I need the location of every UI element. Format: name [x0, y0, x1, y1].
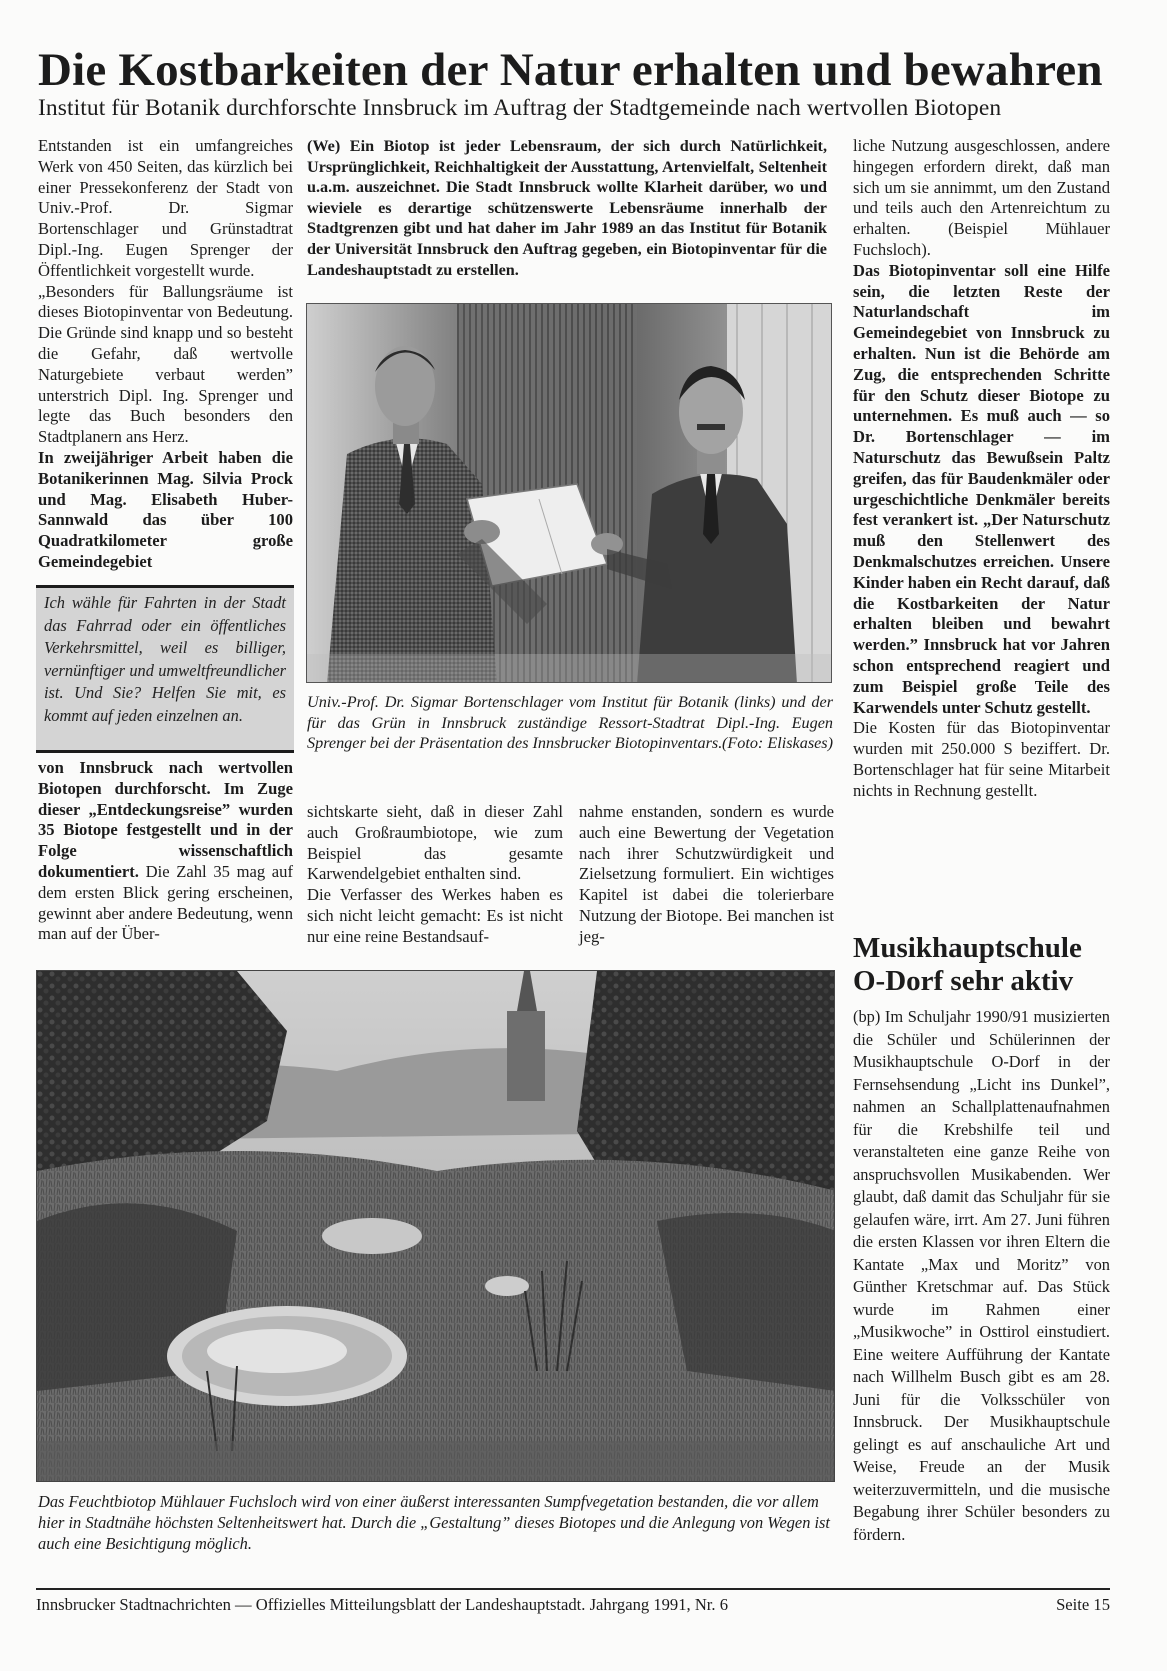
wetland-photo	[36, 970, 835, 1482]
page-footer	[36, 1594, 1110, 1616]
column-right	[853, 136, 1110, 802]
publication-name: Innsbrucker Stadtnachrichten — Offizielles Mitteilungsblatt der Landeshauptstadt. Jahrgang 1991, Nr. 6	[36, 1595, 729, 1614]
side-article-body: (bp) Im Schuljahr 1990/91 musizierten die Schüler und Schülerinnen der Musikhauptschule O-Dorf in der Fernsehsendung „Licht ins Dunkel”, nahmen an Schallplattenaufnahmen für die Krebshilfe teil und veranstalteten eine ganze Reihe von anspruchsvollen Musikabenden. Wer glaubt, daß damit das Schuljahr für sie gelaufen wäre, irrt. Am 27. Juni führen die ersten Klassen vor ihren Eltern die Kantate „Max und Moritz” von Günther Kretschmar auf. Das Stück wurde im Rahmen einer „Musikwoche” in Osttirol einstudiert. Eine weitere Aufführung der Kantate nach Willhelm Busch gibt es am 28. Juni für die Volksschüler von Innsbruck. Der Musikhauptschule gelingt es auf anschauliche Art und Weise, Freude an der Musik weiterzuvermitteln, und die musische Begabung ihrer Schüler besonders zu fördern.	[853, 1007, 1110, 1544]
quote-box: Ich wähle für Fahrten in der Stadt das Fahrrad oder ein öffentliches Verkehrsmittel, weil es billiger, vernünftiger und umweltfreundlicher ist. Und Sie? Helfen Sie mit, es kommt auf jeden einzelnen an.	[36, 585, 294, 753]
presentation-photo-image	[307, 304, 832, 683]
column-middle-1: sichtskarte sieht, daß in dieser Zahl auch Großraumbiotope, wie zum Beispiel das gesamte Karwendelgebiet enthalten sind. Die Verfasser des Werkes haben es sich nicht leicht gemacht: Es ist nicht nur eine reine Bestandsauf-	[307, 802, 563, 946]
paragraph: Entstanden ist ein umfangreiches Werk von 450 Seiten, das kürzlich bei einer Pressekonferenz der Stadt von Univ.-Prof. Dr. Sigmar Bortenschlager und Grünstadtrat Dipl.-Ing. Eugen Sprenger der Öffentlichkeit vorgestellt wurde.	[38, 136, 293, 280]
footer-divider	[36, 1588, 1110, 1590]
paragraph-bold: von Innsbruck nach wertvollen Biotopen durchforscht. Im Zuge dieser „Entdeckungsreise” wurden 35 Biotope festgestellt und in der Folge wissenschaftlich dokumentiert.	[38, 758, 293, 881]
column-middle-2: nahme enstanden, sondern es wurde auch eine Bewertung der Vegetation nach ihrer Schutzwürdigkeit und Zielsetzung formuliert. Ein wichtiges Kapitel ist dabei die tolerierbare Nutzung der Biotope. Bei manchen ist jeg-	[579, 802, 834, 946]
page-number: Seite 15	[1056, 1595, 1110, 1614]
headline: Die Kostbarkeiten der Natur erhalten und bewahren	[38, 44, 1103, 96]
intro-paragraph: (We) Ein Biotop ist jeder Lebensraum, der sich durch Natürlichkeit, Ursprünglichkeit, Reichhaltigkeit der Ausstattung, Artenvielfalt, Seltenheit u.a.m. auszeichnet. Die Stadt Innsbruck wollte Klarheit darüber, wo und wieviele es derartige schützenswerte Lebensräume innerhalb der Stadtgrenzen gibt und hat daher im Jahr 1989 an das Institut für Botanik der Universität Innsbruck den Auftrag gegeben, ein Biotopinventar für die Landeshauptstadt zu erstellen.	[307, 137, 827, 279]
paragraph: Die Kosten für das Biotopinventar wurden mit 250.000 S beziffert. Dr. Bortenschlager hat für seine Mitarbeit nichts in Rechnung gestellt.	[853, 718, 1110, 800]
photo-credit: (Foto: Eliskases)	[721, 734, 833, 753]
wetland-photo-image	[37, 971, 835, 1482]
presentation-photo	[306, 303, 832, 683]
paragraph: Die Zahl 35 mag auf dem ersten Blick gering erscheinen, gewinnt aber andere Bedeutung, wenn man auf der Über-	[38, 861, 293, 944]
side-article-title: Musikhauptschule O-Dorf sehr aktiv	[853, 932, 1082, 997]
paragraph: In zweijähriger Arbeit haben die Botanikerinnen Mag. Silvia Prock und Mag. Elisabeth Huber-Sannwald das über 100 Quadratkilometer große Gemeindegebiet	[38, 447, 293, 571]
caption-text: Univ.-Prof. Dr. Sigmar Bortenschlager vom Institut für Botanik (links) und der für das Grün in Innsbruck zuständige Ressort-Stadtrat Dipl.-Ing. Eugen Sprenger bei der Präsentation des Innsbrucker Biotopinventars.	[307, 693, 833, 753]
presentation-photo-caption	[307, 692, 833, 754]
subheadline: Institut für Botanik durchforschte Innsbruck im Auftrag der Stadtgemeinde nach wertvollen Biotopen	[38, 95, 1002, 121]
paragraph: „Besonders für Ballungsräume ist dieses Biotopinventar von Bedeutung. Die Gründe sind knapp und so besteht die Gefahr, daß wertvolle Naturgebiete verbaut werden” unterstrich Dipl. Ing. Sprenger und legte das Buch besonders den Stadtplanern ans Herz.	[38, 281, 293, 447]
column-left-lower	[38, 758, 293, 945]
paragraph-bold: Das Biotopinventar soll eine Hilfe sein, die letzten Reste der Naturlandschaft im Gemeindegebiet von Innsbruck zu erhalten. Nun ist die Behörde am Zug, die entsprechenden Schritte für den Schutz dieser Biotope zu unternehmen. Es muß auch — so Dr. Bortenschlager — im Naturschutz das Bewußsein Paltz greifen, das für Baudenkmäler oder urgeschichtliche Denkmäler bereits fest verankert ist. „Der Naturschutz muß den Stellenwert des Denkmalschutzes erreichen. Unsere Kinder haben ein Recht darauf, daß die Kostbarkeiten der Natur erhalten bleiben und bewahrt werden.” Innsbruck hat vor Jahren schon entsprechend reagiert und zum Beispiel große Teile des Karwendels unter Schutz gestellt.	[853, 260, 1110, 717]
wetland-photo-caption: Das Feuchtbiotop Mühlauer Fuchsloch wird von einer äußerst interessanten Sumpfvegetation bestanden, die vor allem hier in Stadtnähe höchsten Seltenheitswert hat. Durch die „Gestaltung” dieses Biotopes und die Anlegung von Wegen ist auch eine Besichtigung möglich.	[38, 1492, 830, 1553]
paragraph: liche Nutzung ausgeschlossen, andere hingegen erfordern direkt, daß man sich um sie annimmt, um den Zustand und teils auch den Artenreichtum zu erhalten. (Beispiel Mühlauer Fuchsloch).	[853, 136, 1110, 259]
column-left-upper	[38, 136, 293, 573]
